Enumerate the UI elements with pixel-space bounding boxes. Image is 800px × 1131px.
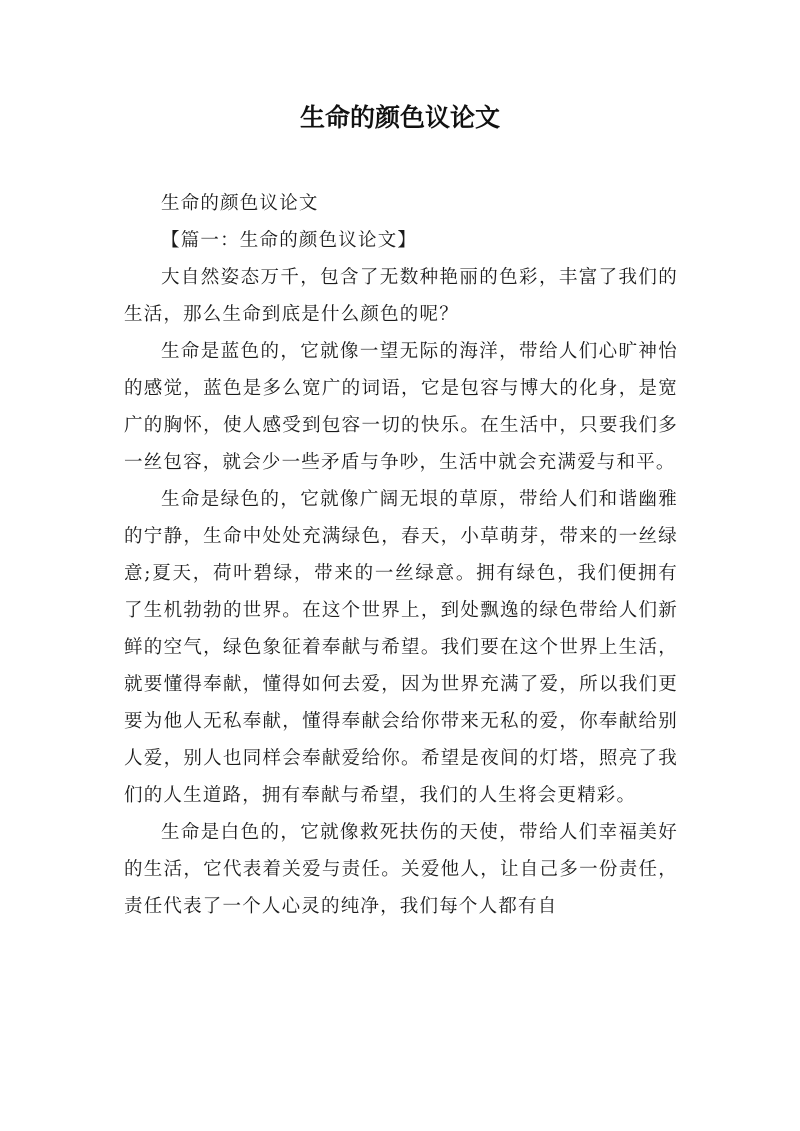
page-title: 生命的颜色议论文 — [299, 103, 500, 132]
paragraph: 大自然姿态万千，包含了无数种艳丽的色彩，丰富了我们的生活，那么生命到底是什么颜色的呢？ — [124, 267, 678, 325]
paragraph: 生命的颜色议论文 — [161, 193, 319, 214]
paragraph: 生命是白色的，它就像救死扶伤的天使，带给人们幸福美好的生活，它代表着关爱与责任。关爱他人，让自己多一份责任，责任代表了一个人心灵的纯净，我们每个人都有自 — [124, 822, 678, 917]
paragraph: 【篇一：生命的颜色议论文】 — [161, 230, 418, 251]
paragraph: 生命是蓝色的，它就像一望无际的海洋，带给人们心旷神怡的感觉，蓝色是多么宽广的词语，它是包容与博大的化身，是宽广的胸怀，使人感受到包容一切的快乐。在生活中，只要我们多一丝包容，就会少一些矛盾与争吵，生活中就会充满爱与和平。 — [124, 341, 678, 473]
document-body — [124, 185, 678, 925]
paragraph: 生命是绿色的，它就像广阔无垠的草原，带给人们和谐幽雅的宁静，生命中处处充满绿色，春天，小草萌芽，带来的一丝绿意;夏天，荷叶碧绿，带来的一丝绿意。拥有绿色，我们便拥有了生机勃勃的世界。在这个世界上，到处飘逸的绿色带给人们新鲜的空气，绿色象征着奉献与希望。我们要在这个世界上生活，就要懂得奉献，懂得如何去爱，因为世界充满了爱，所以我们更要为他人无私奉献，懂得奉献会给你带来无私的爱，你奉献给别人爱，别人也同样会奉献爱给你。希望是夜间的灯塔，照亮了我们的人生道路，拥有奉献与希望，我们的人生将会更精彩。 — [124, 489, 678, 806]
